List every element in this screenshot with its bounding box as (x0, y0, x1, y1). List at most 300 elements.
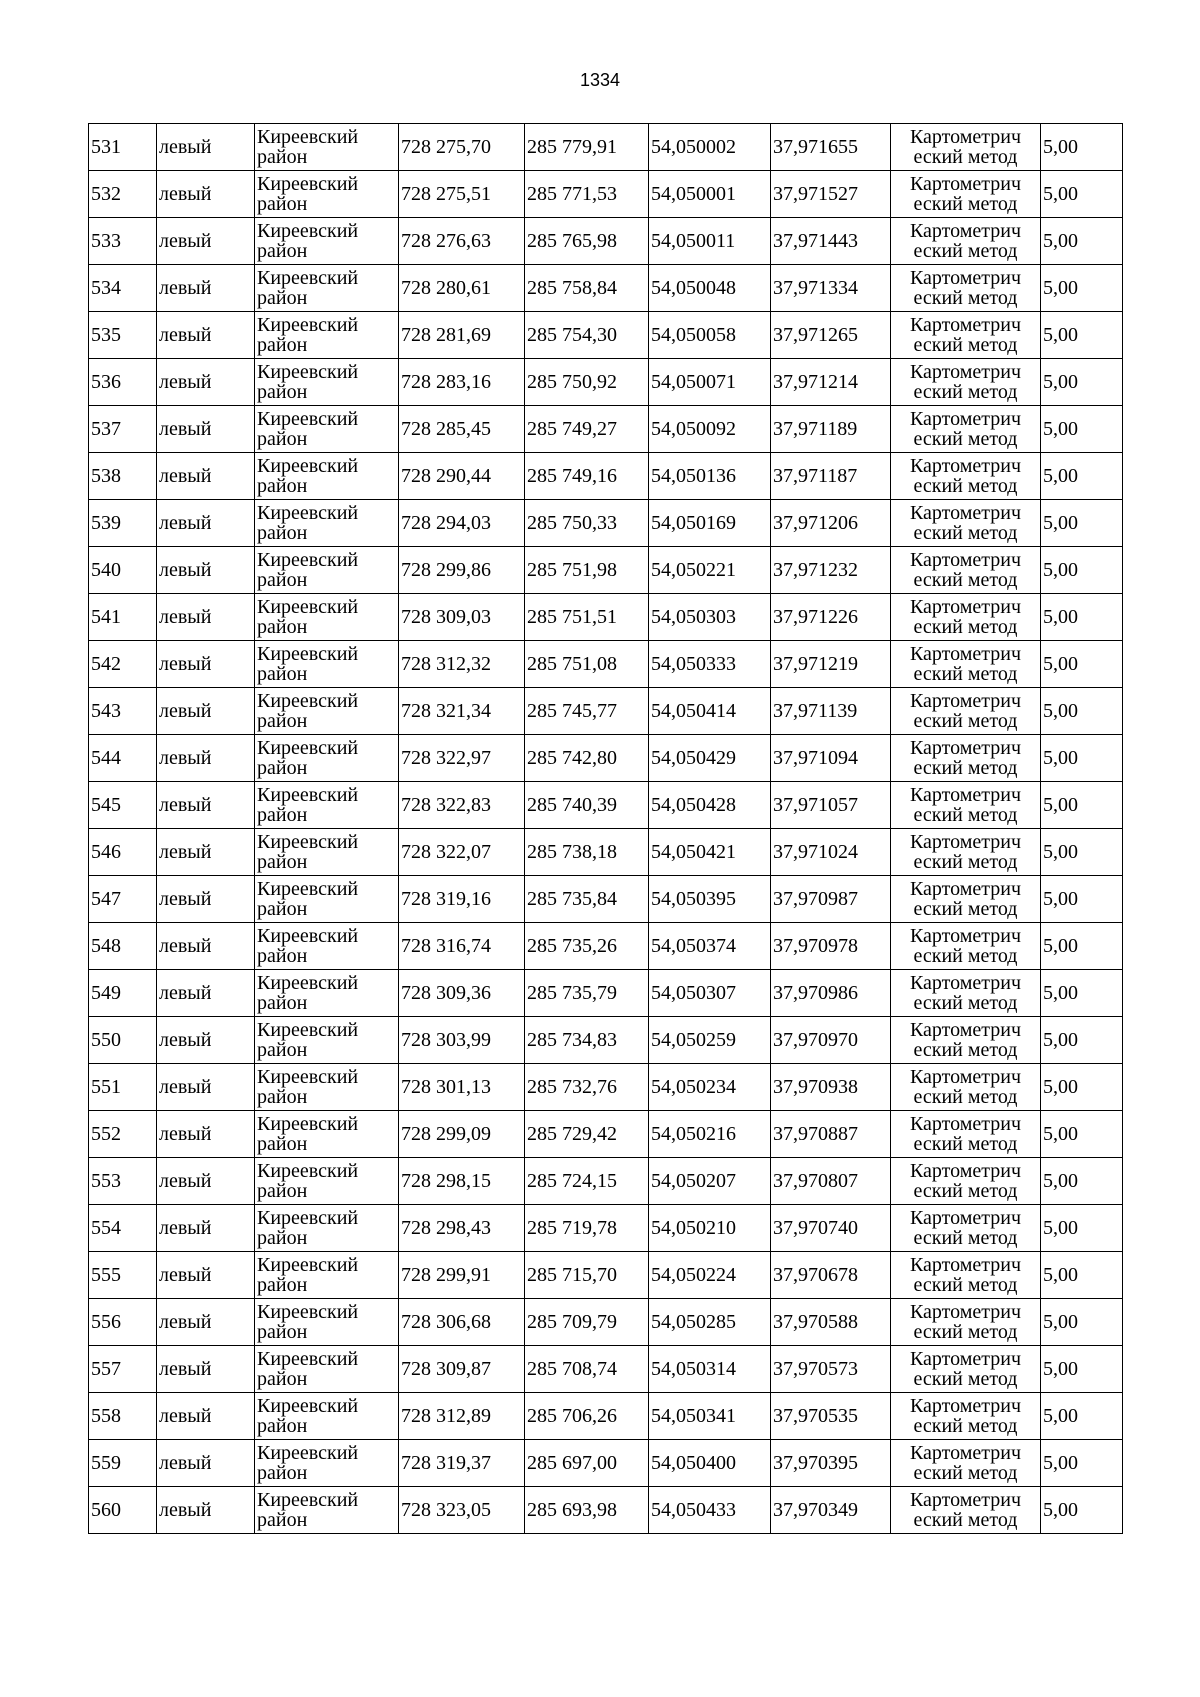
x-coordinate-cell: 728 275,70 (399, 124, 525, 171)
y-coordinate-cell: 285 708,74 (525, 1346, 649, 1393)
point-number-cell: 544 (89, 735, 157, 782)
latitude-cell: 54,050207 (649, 1158, 771, 1205)
side-cell: левый (157, 1111, 255, 1158)
side-cell: левый (157, 876, 255, 923)
y-coordinate-cell: 285 745,77 (525, 688, 649, 735)
district-cell: Киреевский район (255, 124, 399, 171)
longitude-cell: 37,971226 (771, 594, 891, 641)
point-number-cell: 555 (89, 1252, 157, 1299)
district-cell: Киреевский район (255, 1346, 399, 1393)
point-number-cell: 557 (89, 1346, 157, 1393)
method-cell: Картометрич еский метод (891, 1393, 1041, 1440)
district-cell: Киреевский район (255, 547, 399, 594)
method-cell: Картометрич еский метод (891, 171, 1041, 218)
latitude-cell: 54,050307 (649, 970, 771, 1017)
point-number-cell: 541 (89, 594, 157, 641)
method-cell: Картометрич еский метод (891, 359, 1041, 406)
x-coordinate-cell: 728 299,86 (399, 547, 525, 594)
accuracy-cell: 5,00 (1041, 1299, 1123, 1346)
point-number-cell: 549 (89, 970, 157, 1017)
district-cell: Киреевский район (255, 923, 399, 970)
point-number-cell: 554 (89, 1205, 157, 1252)
side-cell: левый (157, 641, 255, 688)
side-cell: левый (157, 265, 255, 312)
point-number-cell: 543 (89, 688, 157, 735)
latitude-cell: 54,050224 (649, 1252, 771, 1299)
longitude-cell: 37,971189 (771, 406, 891, 453)
side-cell: левый (157, 1393, 255, 1440)
accuracy-cell: 5,00 (1041, 1487, 1123, 1534)
accuracy-cell: 5,00 (1041, 923, 1123, 970)
point-number-cell: 559 (89, 1440, 157, 1487)
table-row (89, 1158, 1123, 1205)
accuracy-cell: 5,00 (1041, 500, 1123, 547)
latitude-cell: 54,050058 (649, 312, 771, 359)
x-coordinate-cell: 728 312,89 (399, 1393, 525, 1440)
table-row (89, 688, 1123, 735)
district-cell: Киреевский район (255, 265, 399, 312)
table-row (89, 1487, 1123, 1534)
accuracy-cell: 5,00 (1041, 547, 1123, 594)
longitude-cell: 37,971187 (771, 453, 891, 500)
longitude-cell: 37,970987 (771, 876, 891, 923)
table-row (89, 312, 1123, 359)
point-number-cell: 560 (89, 1487, 157, 1534)
district-cell: Киреевский район (255, 453, 399, 500)
method-cell: Картометрич еский метод (891, 970, 1041, 1017)
method-cell: Картометрич еский метод (891, 1111, 1041, 1158)
longitude-cell: 37,971655 (771, 124, 891, 171)
side-cell: левый (157, 1064, 255, 1111)
district-cell: Киреевский район (255, 641, 399, 688)
latitude-cell: 54,050048 (649, 265, 771, 312)
point-number-cell: 535 (89, 312, 157, 359)
point-number-cell: 546 (89, 829, 157, 876)
table-row (89, 923, 1123, 970)
longitude-cell: 37,970887 (771, 1111, 891, 1158)
x-coordinate-cell: 728 309,87 (399, 1346, 525, 1393)
district-cell: Киреевский район (255, 406, 399, 453)
longitude-cell: 37,970740 (771, 1205, 891, 1252)
accuracy-cell: 5,00 (1041, 735, 1123, 782)
district-cell: Киреевский район (255, 312, 399, 359)
longitude-cell: 37,971206 (771, 500, 891, 547)
method-cell: Картометрич еский метод (891, 453, 1041, 500)
y-coordinate-cell: 285 750,33 (525, 500, 649, 547)
side-cell: левый (157, 171, 255, 218)
method-cell: Картометрич еский метод (891, 1487, 1041, 1534)
point-number-cell: 550 (89, 1017, 157, 1064)
point-number-cell: 552 (89, 1111, 157, 1158)
method-cell: Картометрич еский метод (891, 594, 1041, 641)
y-coordinate-cell: 285 779,91 (525, 124, 649, 171)
side-cell: левый (157, 1346, 255, 1393)
longitude-cell: 37,970395 (771, 1440, 891, 1487)
longitude-cell: 37,970807 (771, 1158, 891, 1205)
point-number-cell: 540 (89, 547, 157, 594)
side-cell: левый (157, 453, 255, 500)
table-row (89, 1252, 1123, 1299)
longitude-cell: 37,970678 (771, 1252, 891, 1299)
district-cell: Киреевский район (255, 970, 399, 1017)
district-cell: Киреевский район (255, 1158, 399, 1205)
table-row (89, 594, 1123, 641)
district-cell: Киреевский район (255, 1440, 399, 1487)
point-number-cell: 542 (89, 641, 157, 688)
x-coordinate-cell: 728 276,63 (399, 218, 525, 265)
accuracy-cell: 5,00 (1041, 453, 1123, 500)
latitude-cell: 54,050414 (649, 688, 771, 735)
side-cell: левый (157, 124, 255, 171)
latitude-cell: 54,050234 (649, 1064, 771, 1111)
district-cell: Киреевский район (255, 688, 399, 735)
x-coordinate-cell: 728 323,05 (399, 1487, 525, 1534)
y-coordinate-cell: 285 754,30 (525, 312, 649, 359)
x-coordinate-cell: 728 309,03 (399, 594, 525, 641)
district-cell: Киреевский район (255, 1299, 399, 1346)
latitude-cell: 54,050136 (649, 453, 771, 500)
side-cell: левый (157, 406, 255, 453)
table-row (89, 547, 1123, 594)
method-cell: Картометрич еский метод (891, 1440, 1041, 1487)
method-cell: Картометрич еский метод (891, 500, 1041, 547)
x-coordinate-cell: 728 322,07 (399, 829, 525, 876)
table-row (89, 1017, 1123, 1064)
district-cell: Киреевский район (255, 735, 399, 782)
accuracy-cell: 5,00 (1041, 359, 1123, 406)
side-cell: левый (157, 1440, 255, 1487)
y-coordinate-cell: 285 742,80 (525, 735, 649, 782)
longitude-cell: 37,971024 (771, 829, 891, 876)
y-coordinate-cell: 285 758,84 (525, 265, 649, 312)
y-coordinate-cell: 285 697,00 (525, 1440, 649, 1487)
y-coordinate-cell: 285 732,76 (525, 1064, 649, 1111)
district-cell: Киреевский район (255, 1393, 399, 1440)
latitude-cell: 54,050216 (649, 1111, 771, 1158)
x-coordinate-cell: 728 319,16 (399, 876, 525, 923)
x-coordinate-cell: 728 275,51 (399, 171, 525, 218)
side-cell: левый (157, 312, 255, 359)
latitude-cell: 54,050314 (649, 1346, 771, 1393)
side-cell: левый (157, 1205, 255, 1252)
latitude-cell: 54,050011 (649, 218, 771, 265)
longitude-cell: 37,970978 (771, 923, 891, 970)
table-row (89, 1299, 1123, 1346)
side-cell: левый (157, 782, 255, 829)
side-cell: левый (157, 594, 255, 641)
longitude-cell: 37,970970 (771, 1017, 891, 1064)
table-body (89, 124, 1123, 1534)
side-cell: левый (157, 500, 255, 547)
accuracy-cell: 5,00 (1041, 1346, 1123, 1393)
accuracy-cell: 5,00 (1041, 265, 1123, 312)
latitude-cell: 54,050169 (649, 500, 771, 547)
side-cell: левый (157, 970, 255, 1017)
method-cell: Картометрич еский метод (891, 641, 1041, 688)
table-row (89, 406, 1123, 453)
y-coordinate-cell: 285 735,84 (525, 876, 649, 923)
x-coordinate-cell: 728 283,16 (399, 359, 525, 406)
y-coordinate-cell: 285 734,83 (525, 1017, 649, 1064)
side-cell: левый (157, 829, 255, 876)
longitude-cell: 37,971057 (771, 782, 891, 829)
longitude-cell: 37,971527 (771, 171, 891, 218)
point-number-cell: 538 (89, 453, 157, 500)
longitude-cell: 37,970588 (771, 1299, 891, 1346)
point-number-cell: 536 (89, 359, 157, 406)
x-coordinate-cell: 728 290,44 (399, 453, 525, 500)
district-cell: Киреевский район (255, 1205, 399, 1252)
x-coordinate-cell: 728 281,69 (399, 312, 525, 359)
x-coordinate-cell: 728 299,91 (399, 1252, 525, 1299)
y-coordinate-cell: 285 729,42 (525, 1111, 649, 1158)
accuracy-cell: 5,00 (1041, 594, 1123, 641)
accuracy-cell: 5,00 (1041, 1064, 1123, 1111)
table-row (89, 265, 1123, 312)
longitude-cell: 37,970986 (771, 970, 891, 1017)
district-cell: Киреевский район (255, 876, 399, 923)
side-cell: левый (157, 923, 255, 970)
y-coordinate-cell: 285 749,27 (525, 406, 649, 453)
table-row (89, 970, 1123, 1017)
method-cell: Картометрич еский метод (891, 265, 1041, 312)
district-cell: Киреевский район (255, 1487, 399, 1534)
y-coordinate-cell: 285 719,78 (525, 1205, 649, 1252)
longitude-cell: 37,971219 (771, 641, 891, 688)
side-cell: левый (157, 1252, 255, 1299)
latitude-cell: 54,050400 (649, 1440, 771, 1487)
latitude-cell: 54,050374 (649, 923, 771, 970)
table-row (89, 218, 1123, 265)
table-row (89, 829, 1123, 876)
y-coordinate-cell: 285 735,79 (525, 970, 649, 1017)
y-coordinate-cell: 285 738,18 (525, 829, 649, 876)
point-number-cell: 534 (89, 265, 157, 312)
table-row (89, 1440, 1123, 1487)
latitude-cell: 54,050092 (649, 406, 771, 453)
table-row (89, 500, 1123, 547)
table-row (89, 171, 1123, 218)
x-coordinate-cell: 728 306,68 (399, 1299, 525, 1346)
method-cell: Картометрич еский метод (891, 1205, 1041, 1252)
table-row (89, 735, 1123, 782)
latitude-cell: 54,050333 (649, 641, 771, 688)
accuracy-cell: 5,00 (1041, 1440, 1123, 1487)
longitude-cell: 37,971214 (771, 359, 891, 406)
method-cell: Картометрич еский метод (891, 688, 1041, 735)
method-cell: Картометрич еский метод (891, 1158, 1041, 1205)
side-cell: левый (157, 1299, 255, 1346)
x-coordinate-cell: 728 294,03 (399, 500, 525, 547)
longitude-cell: 37,971334 (771, 265, 891, 312)
longitude-cell: 37,970349 (771, 1487, 891, 1534)
table-row (89, 1111, 1123, 1158)
accuracy-cell: 5,00 (1041, 876, 1123, 923)
point-number-cell: 531 (89, 124, 157, 171)
district-cell: Киреевский район (255, 1064, 399, 1111)
x-coordinate-cell: 728 312,32 (399, 641, 525, 688)
latitude-cell: 54,050433 (649, 1487, 771, 1534)
y-coordinate-cell: 285 706,26 (525, 1393, 649, 1440)
method-cell: Картометрич еский метод (891, 218, 1041, 265)
method-cell: Картометрич еский метод (891, 1064, 1041, 1111)
longitude-cell: 37,971232 (771, 547, 891, 594)
latitude-cell: 54,050341 (649, 1393, 771, 1440)
latitude-cell: 54,050395 (649, 876, 771, 923)
point-number-cell: 539 (89, 500, 157, 547)
x-coordinate-cell: 728 285,45 (399, 406, 525, 453)
point-number-cell: 537 (89, 406, 157, 453)
latitude-cell: 54,050259 (649, 1017, 771, 1064)
accuracy-cell: 5,00 (1041, 1017, 1123, 1064)
district-cell: Киреевский район (255, 1252, 399, 1299)
method-cell: Картометрич еский метод (891, 312, 1041, 359)
district-cell: Киреевский район (255, 218, 399, 265)
longitude-cell: 37,971443 (771, 218, 891, 265)
table-row (89, 453, 1123, 500)
method-cell: Картометрич еский метод (891, 735, 1041, 782)
accuracy-cell: 5,00 (1041, 641, 1123, 688)
district-cell: Киреевский район (255, 500, 399, 547)
district-cell: Киреевский район (255, 171, 399, 218)
y-coordinate-cell: 285 765,98 (525, 218, 649, 265)
table-row (89, 1064, 1123, 1111)
side-cell: левый (157, 688, 255, 735)
latitude-cell: 54,050221 (649, 547, 771, 594)
y-coordinate-cell: 285 724,15 (525, 1158, 649, 1205)
table-row (89, 124, 1123, 171)
y-coordinate-cell: 285 693,98 (525, 1487, 649, 1534)
x-coordinate-cell: 728 322,97 (399, 735, 525, 782)
y-coordinate-cell: 285 735,26 (525, 923, 649, 970)
table-row (89, 641, 1123, 688)
method-cell: Картометрич еский метод (891, 782, 1041, 829)
accuracy-cell: 5,00 (1041, 829, 1123, 876)
point-number-cell: 532 (89, 171, 157, 218)
side-cell: левый (157, 1158, 255, 1205)
y-coordinate-cell: 285 771,53 (525, 171, 649, 218)
method-cell: Картометрич еский метод (891, 406, 1041, 453)
accuracy-cell: 5,00 (1041, 218, 1123, 265)
accuracy-cell: 5,00 (1041, 312, 1123, 359)
latitude-cell: 54,050001 (649, 171, 771, 218)
x-coordinate-cell: 728 298,15 (399, 1158, 525, 1205)
table-row (89, 359, 1123, 406)
table-row (89, 1205, 1123, 1252)
district-cell: Киреевский район (255, 829, 399, 876)
y-coordinate-cell: 285 750,92 (525, 359, 649, 406)
method-cell: Картометрич еский метод (891, 1346, 1041, 1393)
accuracy-cell: 5,00 (1041, 1111, 1123, 1158)
district-cell: Киреевский район (255, 782, 399, 829)
accuracy-cell: 5,00 (1041, 1158, 1123, 1205)
x-coordinate-cell: 728 322,83 (399, 782, 525, 829)
accuracy-cell: 5,00 (1041, 1252, 1123, 1299)
table-row (89, 876, 1123, 923)
x-coordinate-cell: 728 309,36 (399, 970, 525, 1017)
point-number-cell: 547 (89, 876, 157, 923)
y-coordinate-cell: 285 751,08 (525, 641, 649, 688)
method-cell: Картометрич еский метод (891, 829, 1041, 876)
accuracy-cell: 5,00 (1041, 1393, 1123, 1440)
x-coordinate-cell: 728 301,13 (399, 1064, 525, 1111)
side-cell: левый (157, 1487, 255, 1534)
y-coordinate-cell: 285 709,79 (525, 1299, 649, 1346)
side-cell: левый (157, 218, 255, 265)
y-coordinate-cell: 285 715,70 (525, 1252, 649, 1299)
point-number-cell: 551 (89, 1064, 157, 1111)
table-row (89, 1346, 1123, 1393)
x-coordinate-cell: 728 299,09 (399, 1111, 525, 1158)
district-cell: Киреевский район (255, 594, 399, 641)
latitude-cell: 54,050210 (649, 1205, 771, 1252)
longitude-cell: 37,971139 (771, 688, 891, 735)
longitude-cell: 37,971094 (771, 735, 891, 782)
method-cell: Картометрич еский метод (891, 1252, 1041, 1299)
point-number-cell: 545 (89, 782, 157, 829)
method-cell: Картометрич еский метод (891, 124, 1041, 171)
longitude-cell: 37,970573 (771, 1346, 891, 1393)
accuracy-cell: 5,00 (1041, 782, 1123, 829)
accuracy-cell: 5,00 (1041, 688, 1123, 735)
method-cell: Картометрич еский метод (891, 547, 1041, 594)
latitude-cell: 54,050428 (649, 782, 771, 829)
y-coordinate-cell: 285 749,16 (525, 453, 649, 500)
x-coordinate-cell: 728 319,37 (399, 1440, 525, 1487)
district-cell: Киреевский район (255, 359, 399, 406)
table-row (89, 1393, 1123, 1440)
page-number: 1334 (579, 70, 621, 90)
point-number-cell: 548 (89, 923, 157, 970)
method-cell: Картометрич еский метод (891, 876, 1041, 923)
y-coordinate-cell: 285 751,98 (525, 547, 649, 594)
latitude-cell: 54,050002 (649, 124, 771, 171)
latitude-cell: 54,050303 (649, 594, 771, 641)
longitude-cell: 37,971265 (771, 312, 891, 359)
point-number-cell: 533 (89, 218, 157, 265)
side-cell: левый (157, 1017, 255, 1064)
accuracy-cell: 5,00 (1041, 406, 1123, 453)
x-coordinate-cell: 728 280,61 (399, 265, 525, 312)
point-number-cell: 553 (89, 1158, 157, 1205)
district-cell: Киреевский район (255, 1111, 399, 1158)
x-coordinate-cell: 728 298,43 (399, 1205, 525, 1252)
latitude-cell: 54,050071 (649, 359, 771, 406)
accuracy-cell: 5,00 (1041, 124, 1123, 171)
method-cell: Картометрич еский метод (891, 923, 1041, 970)
latitude-cell: 54,050421 (649, 829, 771, 876)
latitude-cell: 54,050285 (649, 1299, 771, 1346)
x-coordinate-cell: 728 321,34 (399, 688, 525, 735)
accuracy-cell: 5,00 (1041, 970, 1123, 1017)
point-number-cell: 556 (89, 1299, 157, 1346)
method-cell: Картометрич еский метод (891, 1017, 1041, 1064)
method-cell: Картометрич еский метод (891, 1299, 1041, 1346)
x-coordinate-cell: 728 303,99 (399, 1017, 525, 1064)
x-coordinate-cell: 728 316,74 (399, 923, 525, 970)
district-cell: Киреевский район (255, 1017, 399, 1064)
y-coordinate-cell: 285 740,39 (525, 782, 649, 829)
side-cell: левый (157, 359, 255, 406)
accuracy-cell: 5,00 (1041, 1205, 1123, 1252)
point-number-cell: 558 (89, 1393, 157, 1440)
side-cell: левый (157, 547, 255, 594)
latitude-cell: 54,050429 (649, 735, 771, 782)
y-coordinate-cell: 285 751,51 (525, 594, 649, 641)
longitude-cell: 37,970535 (771, 1393, 891, 1440)
table-row (89, 782, 1123, 829)
side-cell: левый (157, 735, 255, 782)
